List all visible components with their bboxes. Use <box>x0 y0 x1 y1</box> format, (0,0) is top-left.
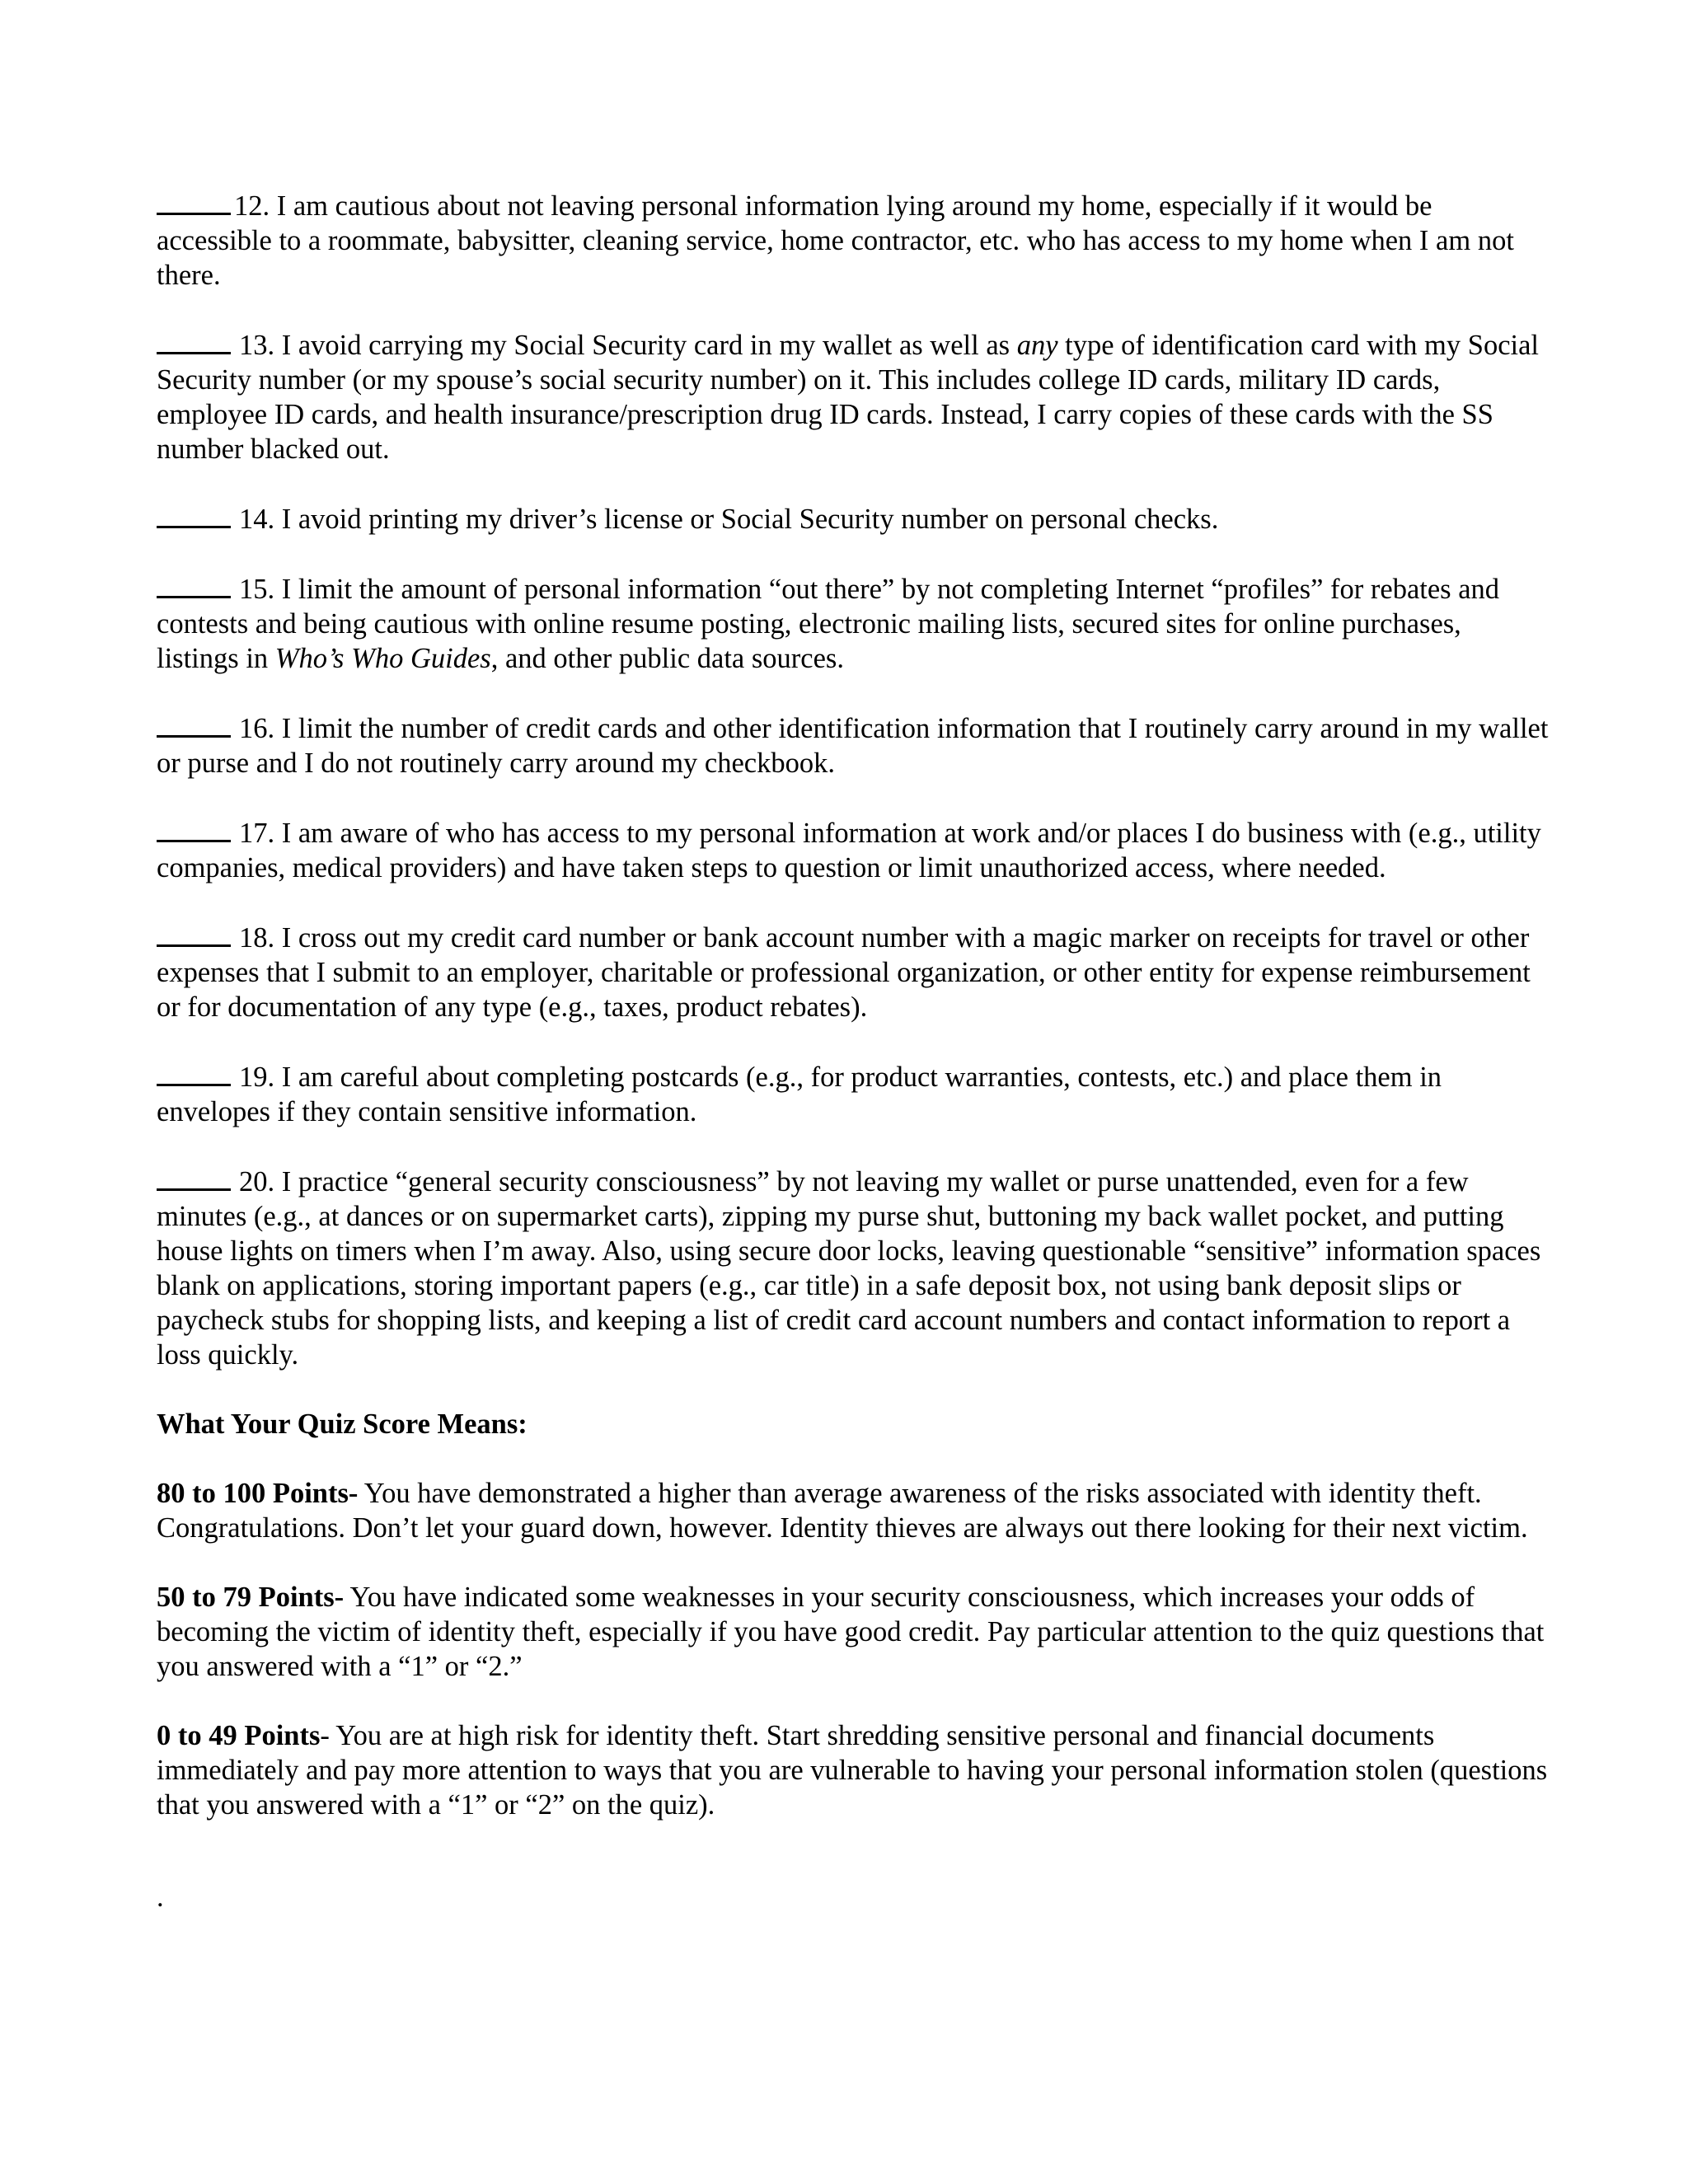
score-level-2 <box>157 1718 1550 1822</box>
answer-blank[interactable] <box>157 920 231 947</box>
score-level-1 <box>157 1580 1550 1684</box>
answer-blank[interactable] <box>157 188 231 215</box>
score-heading: What Your Quiz Score Means: <box>157 1408 528 1440</box>
answer-blank[interactable] <box>157 327 231 354</box>
item-text: 16. I limit the number of credit cards and other identification information that I routinely carry around in my wallet or purse and I do not routinely carry around my checkbook. <box>157 713 1549 779</box>
italic-text: Who’s Who Guides <box>274 643 491 674</box>
quiz-item-16 <box>157 710 1550 780</box>
score-levels <box>157 1476 1550 1822</box>
quiz-item-14 <box>157 501 1550 537</box>
score-range: 50 to 79 Points- <box>157 1582 345 1613</box>
score-description: - You are at high risk for identity theft. Start shredding sensitive personal and financial documents immediately and pay more attention to ways that you are vulnerable to having your personal information stolen (questions that you answered with a “1” or “2” on the quiz). <box>157 1720 1548 1821</box>
score-range: 0 to 49 Points <box>157 1720 321 1751</box>
answer-blank[interactable] <box>157 1164 231 1191</box>
score-description: You have demonstrated a higher than average awareness of the risks associated with identity theft. Congratulations. Don’t let your guard down, however. Identity thieves are always out there looking for their next victim. <box>157 1478 1528 1544</box>
document-page <box>157 188 1550 1915</box>
score-level-0 <box>157 1476 1550 1545</box>
answer-blank[interactable] <box>157 571 231 598</box>
trailing-period: . <box>157 1882 164 1913</box>
quiz-item-20 <box>157 1164 1550 1372</box>
answer-blank[interactable] <box>157 710 231 738</box>
quiz-item-17 <box>157 815 1550 885</box>
item-text: 18. I cross out my credit card number or bank account number with a magic marker on receipts for travel or other expenses that I submit to an employer, charitable or professional organization, or other entity for expense reimbursement or for documentation of any type (e.g., taxes, product rebates). <box>157 922 1531 1023</box>
quiz-item-19 <box>157 1059 1550 1129</box>
item-text: , and other public data sources. <box>490 643 844 674</box>
item-text: 19. I am careful about completing postcards (e.g., for product warranties, contests, etc.) and place them in envelopes if they contain sensitive information. <box>157 1062 1442 1127</box>
answer-blank[interactable] <box>157 1059 231 1086</box>
quiz-items <box>157 188 1550 1372</box>
italic-text: any <box>1016 330 1058 361</box>
score-description: You have indicated some weaknesses in your security consciousness, which increases your odds of becoming the victim of identity theft, especially if you have good credit. Pay particular attention to the quiz questions that you answered with a “1” or “2.” <box>157 1582 1545 1682</box>
item-text: 14. I avoid printing my driver’s license or Social Security number on personal checks. <box>239 504 1219 535</box>
quiz-item-18 <box>157 920 1550 1024</box>
item-text: 17. I am aware of who has access to my personal information at work and/or places I do business with (e.g., utility companies, medical providers) and have taken steps to question or limit unauthorized access, where needed. <box>157 818 1541 883</box>
item-text: 20. I practice “general security consciousness” by not leaving my wallet or purse unattended, even for a few minutes (e.g., at dances or on supermarket carts), zipping my purse shut, buttoning my back wallet pocket, and putting house lights on timers when I’m away. Also, using secure door locks, leaving questionable “sensitive” information spaces blank on applications, storing important papers (e.g., car title) in a safe deposit box, not using bank deposit slips or paycheck stubs for shopping lists, and keeping a list of credit card account numbers and contact information to report a loss quickly. <box>157 1166 1541 1371</box>
item-text: type of identification card with my Social Security number (or my spouse’s social security number) on it. This includes college ID cards, military ID cards, employee ID cards, and health insurance/prescription drug ID cards. Instead, I carry copies of these cards with the SS number blacked out. <box>157 330 1539 465</box>
item-text: 12. I am cautious about not leaving personal information lying around my home, especially if it would be accessible to a roommate, babysitter, cleaning service, home contractor, etc. who has access to my home when I am not there. <box>157 190 1514 291</box>
answer-blank[interactable] <box>157 501 231 528</box>
item-text: 13. I avoid carrying my Social Security card in my wallet as well as <box>239 330 1017 361</box>
item-text: 15. I limit the amount of personal information “out there” by not completing Internet “profiles” for rebates and contests and being cautious with online resume posting, electronic mailing lists, secured sites for online purchases, listings in <box>157 574 1500 674</box>
answer-blank[interactable] <box>157 815 231 842</box>
quiz-item-13 <box>157 327 1550 466</box>
score-range: 80 to 100 Points- <box>157 1478 359 1509</box>
quiz-item-12 <box>157 188 1550 293</box>
quiz-item-15 <box>157 571 1550 676</box>
